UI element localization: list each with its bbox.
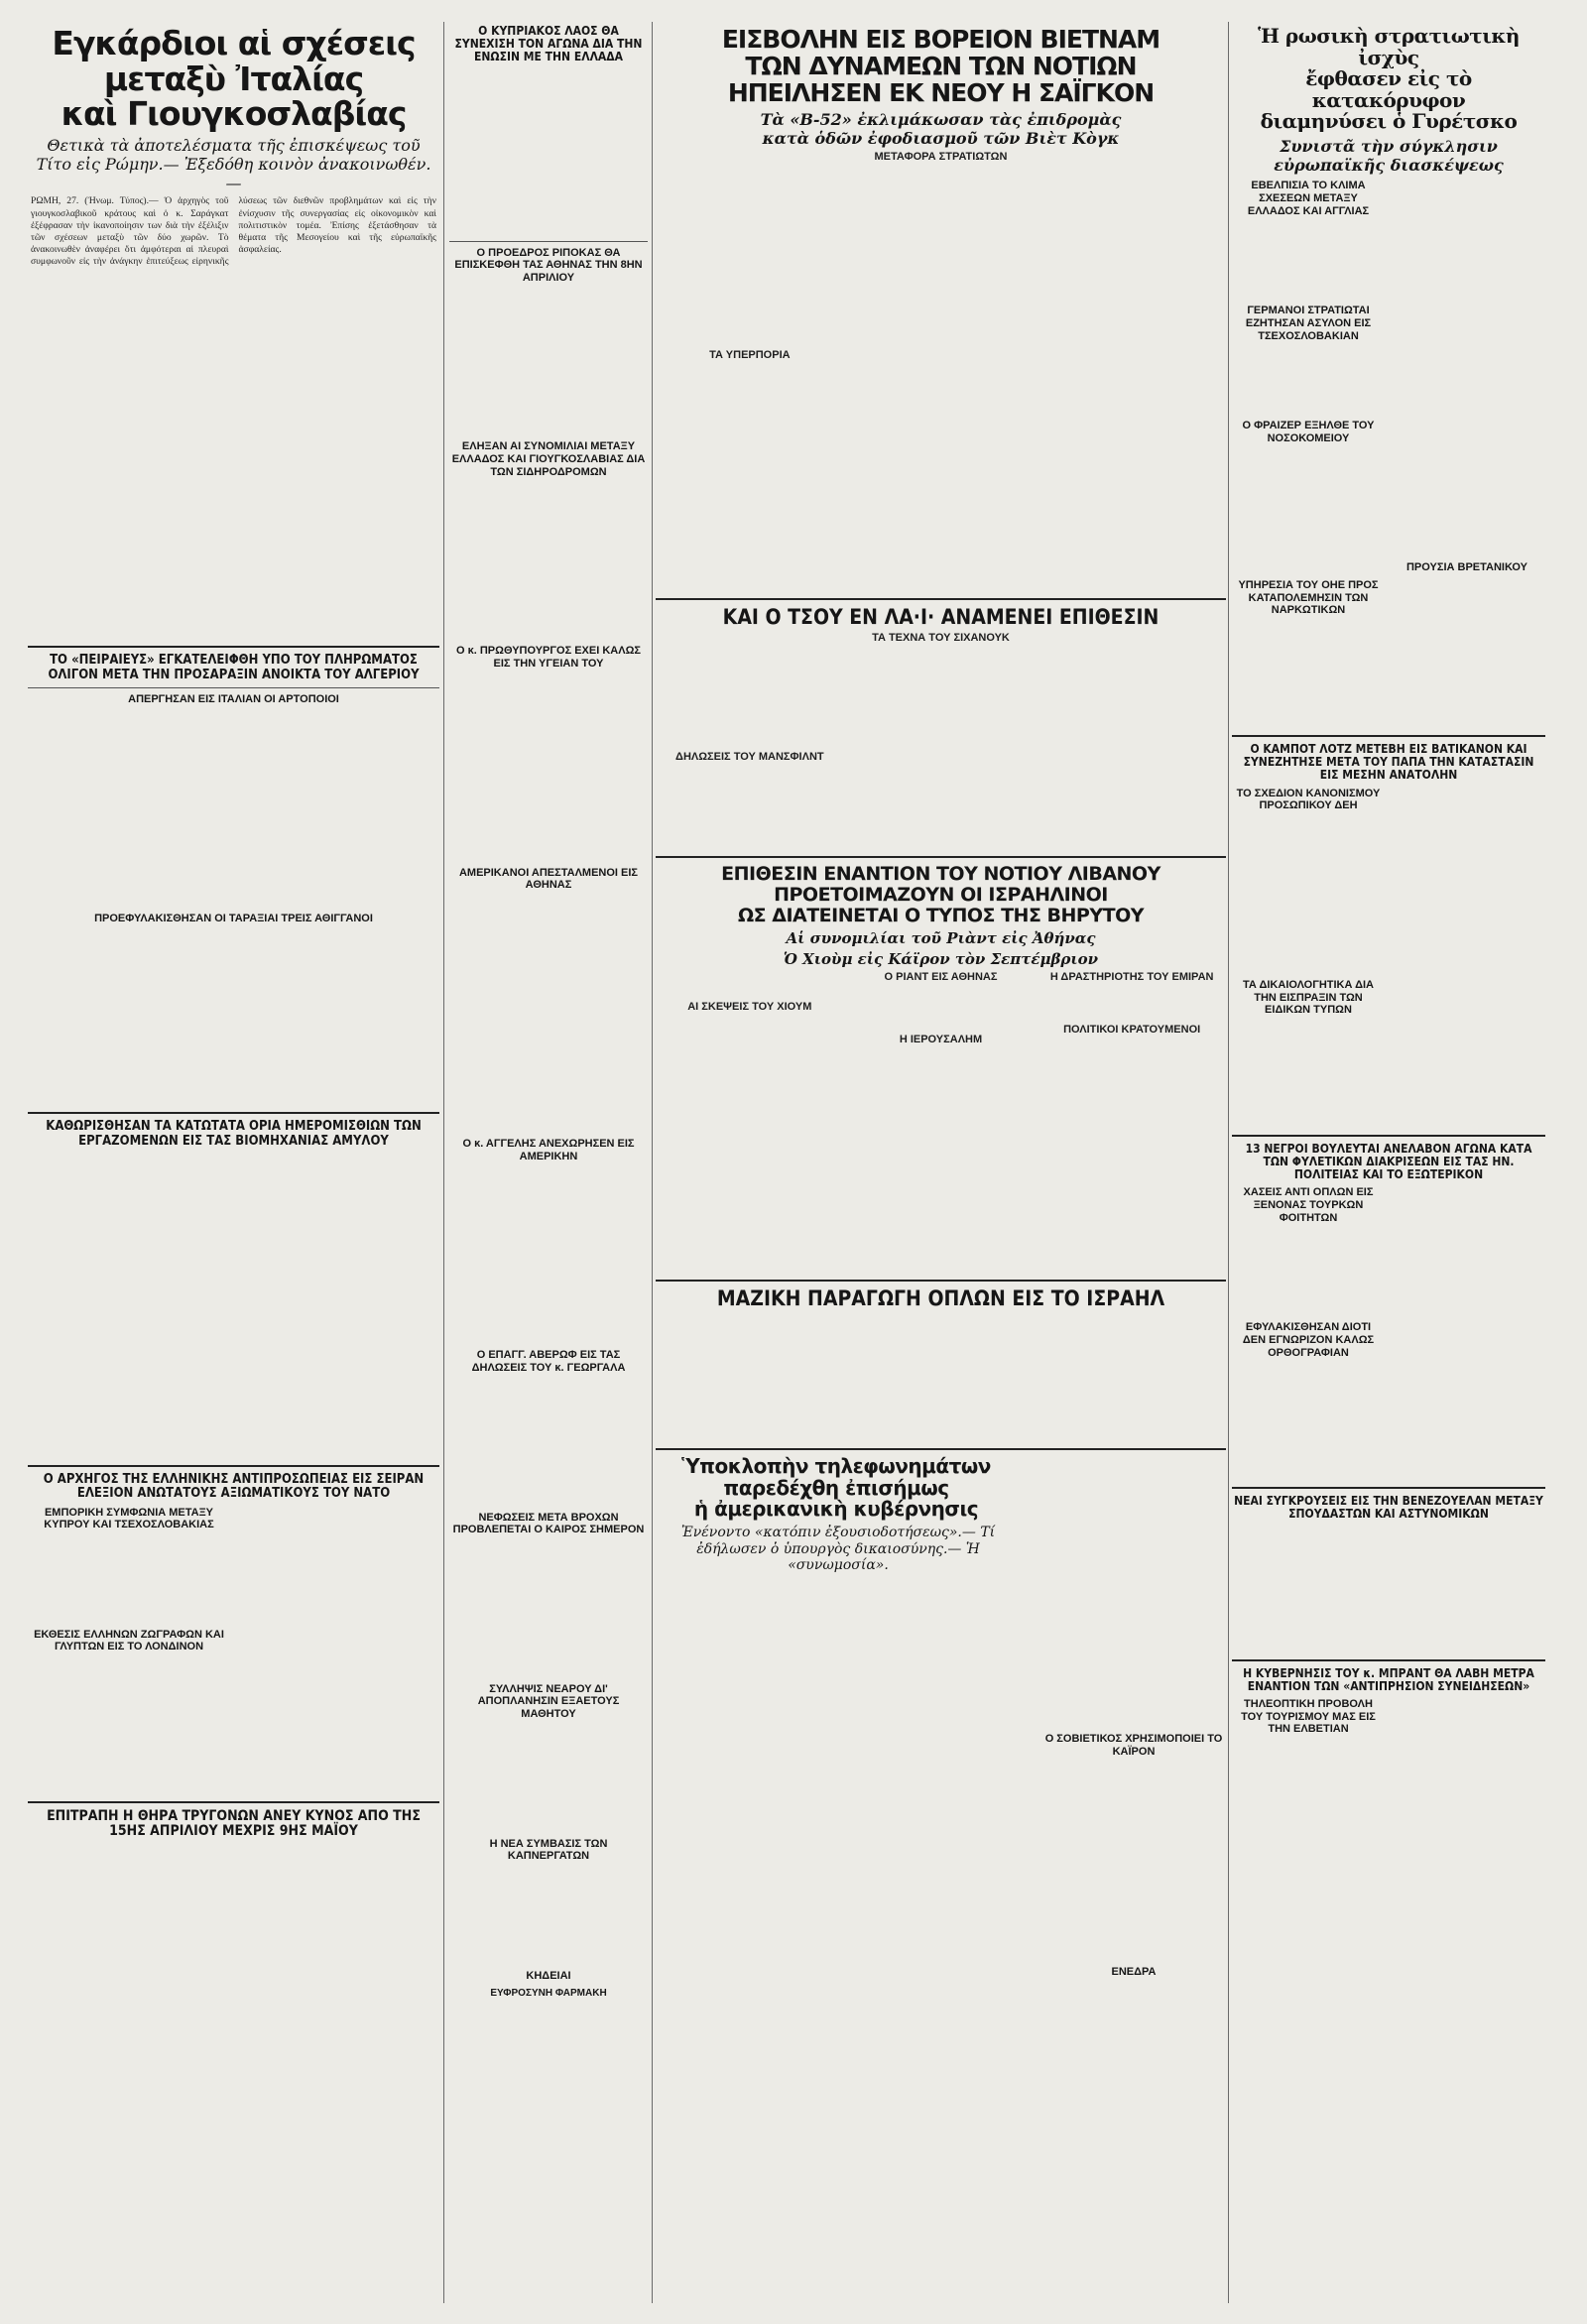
article-body bbox=[659, 1577, 1011, 1875]
headline-minimum-wages: ΚΑΘΩΡΙΣΘΗΣΑΝ ΤΑ ΚΑΤΩΤΑΤΑ ΟΡΙΑ ΗΜΕΡΟΜΙΣΘΙΩΝ ΤΩΝ ΕΡΓΑΖΟΜΕΝΩΝ ΕΙΣ ΤΑΣ ΒΙΟΜΗΧΑΝΙΑΣ ΑΜΥΛΟΥ bbox=[46, 1119, 422, 1149]
headline-line: παρεδέχθη ἐπισήμως bbox=[723, 1475, 949, 1500]
lead-headline-italy-yugoslavia bbox=[30, 26, 437, 132]
headline-line: μεταξὺ Ἰταλίας bbox=[103, 59, 364, 98]
lead-subhead: Συνιστᾶ τὴν σύγκλησιν εὐρωπαϊκῆς διασκέψεως bbox=[1274, 136, 1504, 176]
headline-railway-talks: ΕΛΗΞΑΝ ΑΙ ΣΥΝΟΜΙΛΙΑΙ ΜΕΤΑΞΥ ΕΛΛΑΔΟΣ ΚΑΙ ΓΙΟΥΓΚΟΣΛΑΒΙΑΣ ΔΙΑ ΤΩΝ ΣΙΔΗΡΟΔΡΟΜΩΝ bbox=[451, 440, 646, 478]
article-body bbox=[31, 1152, 436, 1459]
lebanon-subhead-1: Αἱ συνομιλίαι τοῦ Ριὰντ εἰς Ἀθήνας bbox=[786, 929, 1096, 948]
article-body bbox=[1235, 345, 1384, 415]
subhead-line: κατὰ ὁδῶν ἐφοδιασμοῦ τῶν Βιὲτ Κὸγκ bbox=[762, 129, 1120, 149]
headline-negro-congressmen: 13 ΝΕΓΡΟΙ ΒΟΥΛΕΥΤΑΙ ΑΝΕΛΑΒΟΝ ΑΓΩΝΑ ΚΑΤΑ ΤΩΝ ΦΥΛΕΤΙΚΩΝ ΔΙΑΚΡΙΣΕΩΝ ΕΙΣ ΤΑΣ ΗΝ. ΠΟΛΙΤΕΙΑΣ ΚΑΙ ΤΟ ΕΞΩΤΕΡΙΚΟΝ bbox=[1245, 1141, 1532, 1182]
lead-subhead: Θετικὰ τὰ ἀποτελέσματα τῆς ἐπισκέψεως τοῦ Τίτο εἰς Ρώμην.— Ἐξεδόθη κοινὸν ἀνακοινωθέν.— bbox=[36, 135, 431, 193]
subheading: ΤΑ ΤΕΧΝΑ ΤΟΥ ΣΙΧΑΝΟΥΚ bbox=[872, 632, 1010, 645]
headline-documents: ΤΑ ΔΙΚΑΙΟΛΟΓΗΤΙΚΑ ΔΙΑ ΤΗΝ ΕΙΣΠΡΑΞΙΝ ΤΩΝ ΕΙΔΙΚΩΝ ΤΥΠΩΝ bbox=[1242, 978, 1375, 1017]
headline-ambush: ΕΝΕΔΡΑ bbox=[1111, 1966, 1157, 1978]
column-four bbox=[1232, 22, 1545, 2303]
headline-greece-britain: ΕΒΕΛΠΙΣΙΑ ΤΟ ΚΛΙΜΑ ΣΧΕΣΕΩΝ ΜΕΤΑΞΥ ΕΛΛΑΔΟΣ ΚΑΙ ΑΓΓΛΙΑΣ bbox=[1247, 180, 1370, 217]
lead-headline-soviet-strength bbox=[1234, 26, 1543, 133]
article-body bbox=[452, 1724, 645, 1833]
article-body bbox=[1235, 1739, 1542, 1897]
headline-british-presence: ΠΡΟΥΣΙΑ ΒΡΕΤΑΝΙΚΟΥ bbox=[1405, 561, 1527, 574]
headline-line: ἔφθασεν εἰς τὸ κατακόρυφον bbox=[1305, 66, 1472, 112]
article-body bbox=[452, 481, 645, 640]
headline-hashish: ΧΑΣΕΙΣ ΑΝΤΙ ΟΠΛΩΝ ΕΙΣ ΞΕΝΟΝΑΣ ΤΟΥΡΚΩΝ ΦΟΙΤΗΤΩΝ bbox=[1243, 1186, 1374, 1224]
headline-tourism-switzerland: ΤΗΛΕΟΠΤΙΚΗ ΠΡΟΒΟΛΗ ΤΟΥ ΤΟΥΡΙΣΜΟΥ ΜΑΣ ΕΙΣ ΤΗΝ ΕΛΒΕΤΙΑΝ bbox=[1241, 1697, 1376, 1736]
funeral-name: ΕΥΦΡΟΣΥΝΗ ΦΑΡΜΑΚΗ bbox=[490, 1987, 607, 1999]
column-three bbox=[656, 22, 1226, 2303]
headline-line: ἡ ἀμερικανικὴ κυβέρνησις bbox=[693, 1497, 979, 1522]
headline-spelling: ΕΦΥΛΑΚΙΣΘΗΣΑΝ ΔΙΟΤΙ ΔΕΝ ΕΓΝΩΡΙΖΟΝ ΚΑΛΩΣ ΟΡΘΟΓΡΑΦΙΑΝ bbox=[1242, 1321, 1375, 1359]
headline-line: ΕΠΙΘΕΣΙΝ ΕΝΑΝΤΙΟΝ ΤΟΥ ΝΟΤΙΟΥ ΛΙΒΑΝΟΥ bbox=[721, 863, 1160, 886]
main-subhead bbox=[660, 110, 1222, 148]
headline-funerals: ΚΗΔΕΙΑΙ bbox=[526, 1970, 571, 1983]
headline-soviet-cairo: Ο ΣΟΒΙΕΤΙΚΟΣ ΧΡΗΣΙΜΟΠΟΙΕΙ ΤΟ ΚΑΪΡΟΝ bbox=[1044, 1733, 1223, 1758]
headline-president-visit: Ο ΠΡΟΕΔΡΟΣ ΡΙΠΟΚΑΣ ΘΑ ΕΠΙΣΚΕΦΘΗ ΤΑΣ ΑΘΗΝΑΣ ΤΗΝ 8ΗΝ ΑΠΡΙΛΙΟΥ bbox=[454, 246, 643, 284]
headline-weather: ΝΕΦΩΣΕΙΣ ΜΕΤΑ ΒΡΟΧΩΝ ΠΡΟΒΛΕΠΕΤΑΙ Ο ΚΑΙΡΟΣ ΣΗΜΕΡΟΝ bbox=[452, 1511, 645, 1536]
headline-line: Ὑποκλοπὴν τηλεφωνημάτων bbox=[681, 1454, 991, 1479]
headline-line: Εγκάρδιοι αἱ σχέσεις bbox=[52, 24, 416, 62]
newspaper-page bbox=[28, 22, 1545, 2303]
headline-line: ΤΩΝ ΔΥΝΑΜΕΩΝ ΤΩΝ ΝΟΤΙΩΝ bbox=[745, 52, 1137, 80]
headline-angelis-departed: Ο κ. ΑΓΓΕΛΗΣ ΑΝΕΧΩΡΗΣΕΝ ΕΙΣ ΑΜΕΡΙΚΗΝ bbox=[462, 1137, 635, 1162]
column-rule bbox=[1228, 22, 1229, 2303]
subheading: ΔΗΛΩΣΕΙΣ ΤΟΥ ΜΑΝΣΦΙΛΝΤ bbox=[675, 751, 824, 764]
article-body bbox=[659, 1313, 1223, 1442]
subhead-line: Τὰ «Β-52» ἐκλιμάκωσαν τὰς ἐπιδρομὰς bbox=[760, 110, 1122, 129]
column-rule bbox=[443, 22, 444, 2303]
column-one bbox=[28, 22, 439, 2303]
article-body bbox=[452, 1378, 645, 1507]
headline-prime-minister-health: Ο κ. ΠΡΩΘΥΠΟΥΡΓΟΣ ΕΧΕΙ ΚΑΛΩΣ ΕΙΣ ΤΗΝ ΥΓΕΙΑΝ ΤΟΥ bbox=[455, 645, 641, 671]
headline-wiretap bbox=[658, 1456, 1015, 1521]
article-body bbox=[659, 632, 1223, 850]
article-body bbox=[452, 1866, 645, 1965]
headline-dei-regulation: ΤΟ ΣΧΕΔΙΟΝ ΚΑΝΟΝΙΣΜΟΥ ΠΡΟΣΩΠΙΚΟΥ ΔΕΗ bbox=[1236, 787, 1381, 812]
subheading: ΑΙ ΣΚΕΨΕΙΣ ΤΟΥ ΧΙΟΥΜ bbox=[687, 1001, 812, 1014]
headline-line: καὶ Γιουγκοσλαβίας bbox=[61, 94, 407, 134]
headline-arrest: ΣΥΛΛΗΨΙΣ ΝΕΑΡΟΥ ΔΙ' ΑΠΟΠΛΑΝΗΣΙΝ ΕΞΑΕΤΟΥΣ ΜΑΘΗΤΟΥ bbox=[477, 1682, 620, 1721]
headline-german-soldiers: ΓΕΡΜΑΝΟΙ ΣΤΡΑΤΙΩΤΑΙ ΕΖΗΤΗΣΑΝ ΑΣΥΛΟΝ ΕΙΣ ΤΣΕΧΟΣΛΟΒΑΚΙΑΝ bbox=[1245, 305, 1372, 342]
headline-lodge-vatican: Ο ΚΑΜΠΟΤ ΛΟΤΖ ΜΕΤΕΒΗ ΕΙΣ ΒΑΤΙΚΑΝΟΝ ΚΑΙ ΣΥΝΕΖΗΤΗΣΕ ΜΕΤΑ ΤΟΥ ΠΑΠΑ ΤΗΝ ΚΑΤΑΣΤΑΣΙΝ ΕΙΣ ΜΕΣΗΝ ΑΝΑΤΟΛΗΝ bbox=[1243, 742, 1534, 783]
headline-brandt-government: Η ΚΥΒΕΡΝΗΣΙΣ ΤΟΥ κ. ΜΠΡΑΝΤ ΘΑ ΛΑΒΗ ΜΕΤΡΑ ΕΝΑΝΤΙΟΝ ΤΩΝ «ΑΝΤΙΠΡΗΣΙΟΝ ΣΥΝΕΙΔΗΣΕΩΝ» bbox=[1243, 1665, 1534, 1693]
article-body bbox=[452, 67, 645, 236]
article-body bbox=[659, 971, 1223, 1274]
headline-bakers-strike: ΑΠΕΡΓΗΣΑΝ ΕΙΣ ΙΤΑΛΙΑΝ ΟΙ ΑΡΤΟΠΟΙΟΙ bbox=[128, 693, 339, 706]
column-two bbox=[449, 22, 648, 2303]
headline-line: διαμηνύσει ὁ Γυρέτσκο bbox=[1260, 109, 1518, 134]
headline-cyprus-trade: ΕΜΠΟΡΙΚΗ ΣΥΜΦΩΝΙΑ ΜΕΤΑΞΥ ΚΥΠΡΟΥ ΚΑΙ ΤΣΕΧΟΣΛΟΒΑΚΙΑΣ bbox=[44, 1506, 214, 1531]
headline-line: ΠΡΟΕΤΟΙΜΑΖΟΥΝ ΟΙ ΙΣΡΑΗΛΙΝΟΙ bbox=[774, 883, 1108, 906]
headline-piraeus-ship: ΤΟ «ΠΕΙΡΑΙΕΥΣ» ΕΓΚΑΤΕΛΕΙΦΘΗ ΥΠΟ ΤΟΥ ΠΛΗΡΩΜΑΤΟΣ ΟΛΙΓΟΝ ΜΕΤΑ ΤΗΝ ΠΡΟΣΑΡΑΞΙΝ ΑΝΟΙΚΤΑ ΤΟΥ ΑΛΓΕΡΙΟΥ bbox=[48, 653, 420, 682]
article-body bbox=[452, 895, 645, 1133]
article-body bbox=[659, 151, 1223, 592]
headline-venezuela: ΝΕΑΙ ΣΥΓΚΡΟΥΣΕΙΣ ΕΙΣ ΤΗΝ ΒΕΝΕΖΟΥΕΛΑΝ ΜΕΤΑΞΥ ΣΠΟΥΔΑΣΤΩΝ ΚΑΙ ΑΣΤΥΝΟΜΙΚΩΝ bbox=[1234, 1494, 1543, 1522]
headline-line: ΕΙΣΒΟΛΗΝ ΕΙΣ ΒΟΡΕΙΟΝ ΒΙΕΤΝΑΜ bbox=[721, 25, 1160, 54]
headline-tobacco-workers: Η ΝΕΑ ΣΥΜΒΑΣΙΣ ΤΩΝ ΚΑΠΝΕΡΓΑΤΩΝ bbox=[489, 1837, 608, 1863]
article-body bbox=[1235, 1020, 1542, 1129]
article-body: ΡΩΜΗ, 27. (Ἠνωμ. Τύπος).— Ὁ ἀρχηγὸς τοῦ γιουγκοσλαβικοῦ κράτους καὶ ὁ κ. Σαράγκατ ἐξέφρασαν τὴν ἱκανοποίησιν των διὰ τὴν ἐξέλιξιν τῶν σχέσεων μεταξὺ τῶν δύο χωρῶν. Τὸ ἀνακοινωθὲν ἀναφέρει ὅτι ἀμφότεραι αἱ πλευραὶ συμφωνοῦν εἰς τὴν ἀνάγκην ἐπιτεύξεως εἰρηνικῆς λύσεως τῶν διεθνῶν προβλημάτων καὶ εἰς τὴν ἐνίσχυσιν τῆς συνεργασίας εἰς οἰκονομικὸν καὶ πολιτιστικὸν τομέα. Ἐπίσης ἐξετάσθησαν τὰ θέματα τῆς Μεσογείου καὶ τῆς εὐρωπαϊκῆς ἀσφαλείας. bbox=[31, 195, 436, 268]
headline-london-exhibition: ΕΚΘΕΣΙΣ ΕΛΛΗΝΩΝ ΖΩΓΡΑΦΩΝ ΚΑΙ ΓΛΥΠΤΩΝ ΕΙΣ ΤΟ ΛΟΝΔΙΝΟΝ bbox=[34, 1628, 224, 1653]
headline-tsou-attack: ΚΑΙ Ο ΤΣΟΥ ΕΝ ΛΑ·Ι· ΑΝΑΜΕΝΕΙ ΕΠΙΘΕΣΙΝ bbox=[722, 605, 1160, 630]
headline-american-envoys: ΑΜΕΡΙΚΑΝΟΙ ΑΠΕΣΤΑΛΜΕΝΟΙ ΕΙΣ ΑΘΗΝΑΣ bbox=[458, 866, 639, 892]
wiretap-subhead: Ἐνένοντο «κατόπιν ἐξουσιοδοτήσεως».— Τί ἐδήλωσεν ὁ ὑπουργὸς δικαιοσύνης.— Ἡ «συνωμοσία». bbox=[680, 1524, 996, 1574]
headline-lebanon bbox=[658, 864, 1224, 925]
article-body bbox=[1235, 1227, 1542, 1316]
headline-averof-statements: Ο ΕΠΑΓΓ. ΑΒΕΡΩΦ ΕΙΣ ΤΑΣ ΔΗΛΩΣΕΙΣ ΤΟΥ κ. ΓΕΩΡΓΑΛΑ bbox=[471, 1349, 626, 1374]
article-body bbox=[452, 1539, 645, 1678]
headline-gypsies-detained: ΠΡΟΕΦΥΛΑΚΙΣΘΗΣΑΝ ΟΙ ΤΑΡΑΞΙΑΙ ΤΡΕΙΣ ΑΘΙΓΓΑΝΟΙ bbox=[94, 912, 373, 924]
article-body bbox=[31, 1534, 229, 1624]
headline-un-narcotics: ΥΠΗΡΕΣΙΑ ΤΟΥ ΟΗΕ ΠΡΟΣ ΚΑΤΑΠΟΛΕΜΗΣΙΝ ΤΩΝ ΝΑΡΚΩΤΙΚΩΝ bbox=[1238, 579, 1379, 617]
headline-nato-delegation: Ο ΑΡΧΗΓΟΣ ΤΗΣ ΕΛΛΗΝΙΚΗΣ ΑΝΤΙΠΡΟΣΩΠΕΙΑΣ ΕΙΣ ΣΕΙΡΑΝ ΕΛΕΞΙΟΝ ΑΝΩΤΑΤΟΥΣ ΑΞΙΩΜΑΤΙΚΟΥΣ ΤΟΥ ΝΑΤΟ bbox=[43, 1471, 425, 1502]
article-body bbox=[452, 287, 645, 435]
subheading: ΜΕΤΑΦΟΡΑ ΣΤΡΑΤΙΩΤΩΝ bbox=[874, 151, 1008, 164]
subheading: Ο ΡΙΑΝΤ ΕΙΣ ΑΘΗΝΑΣ bbox=[884, 971, 998, 984]
headline-line: ΩΣ ΔΙΑΤΕΙΝΕΤΑΙ Ο ΤΥΠΟΣ ΤΗΣ ΒΗΡΥΤΟΥ bbox=[738, 904, 1144, 926]
article-body bbox=[1235, 1525, 1542, 1653]
article-body bbox=[31, 709, 229, 908]
article-body bbox=[1235, 620, 1542, 729]
lebanon-subhead-2: Ὁ Χιοὺμ εἰς Κάϊρον τὸν Σεπτέμβριον bbox=[783, 950, 1099, 969]
headline-frazier-hospital: Ο ΦΡΑΙΖΕΡ ΕΞΗΛΘΕ ΤΟΥ ΝΟΣΟΚΟΜΕΙΟΥ bbox=[1242, 420, 1375, 444]
article-body bbox=[1235, 815, 1542, 974]
article-body bbox=[1235, 220, 1384, 300]
column-rule bbox=[652, 22, 653, 2303]
article-body bbox=[1235, 447, 1384, 556]
headline-israel-weapons: ΜΑΖΙΚΗ ΠΑΡΑΓΩΓΗ ΟΠΛΩΝ ΕΙΣ ΤΟ ΙΣΡΑΗΛ bbox=[716, 1286, 1165, 1311]
article-body bbox=[31, 1656, 436, 1795]
article-body bbox=[1235, 1362, 1542, 1481]
subheading: Η ΔΡΑΣΤΗΡΙΟΤΗΣ ΤΟΥ ΕΜΙΡΑΝ bbox=[1049, 971, 1214, 984]
headline-dove-hunting: ΕΠΙΤΡΑΠΗ Η ΘΗΡΑ ΤΡΥΓΟΝΩΝ ΑΝΕΥ ΚΥΝΟΣ ΑΠΟ ΤΗΣ 15ΗΣ ΑΠΡΙΛΙΟΥ ΜΕΧΡΙΣ 9ΗΣ ΜΑΪΟΥ bbox=[47, 1808, 421, 1840]
article-body bbox=[452, 673, 645, 862]
headline-line: ΗΠΕΙΛΗΣΕΝ ΕΚ ΝΕΟΥ Η ΣΑΪΓΚΟΝ bbox=[727, 78, 1155, 107]
article-body bbox=[31, 927, 436, 1106]
subheading: ΠΟΛΙΤΙΚΟΙ ΚΡΑΤΟΥΜΕΝΟΙ bbox=[1063, 1023, 1201, 1036]
article-body bbox=[452, 1165, 645, 1344]
subheading: Η ΙΕΡΟΥΣΑΛΗΜ bbox=[899, 1033, 983, 1045]
subheading: ΤΑ ΥΠΕΡΠΟΡΙΑ bbox=[709, 349, 791, 362]
main-headline-vietnam bbox=[658, 26, 1224, 106]
headline-cypriot-people: Ο ΚΥΠΡΙΑΚΟΣ ΛΑΟΣ ΘΑ ΣΥΝΕΧΙΣΗ ΤΟΝ ΑΓΩΝΑ ΔΙΑ ΤΗΝ ΕΝΩΣΙΝ ΜΕ ΤΗΝ ΕΛΛΑΔΑ bbox=[454, 24, 643, 64]
headline-line: Ἡ ρωσικὴ στρατιωτικὴ ἰσχὺς bbox=[1258, 24, 1520, 69]
